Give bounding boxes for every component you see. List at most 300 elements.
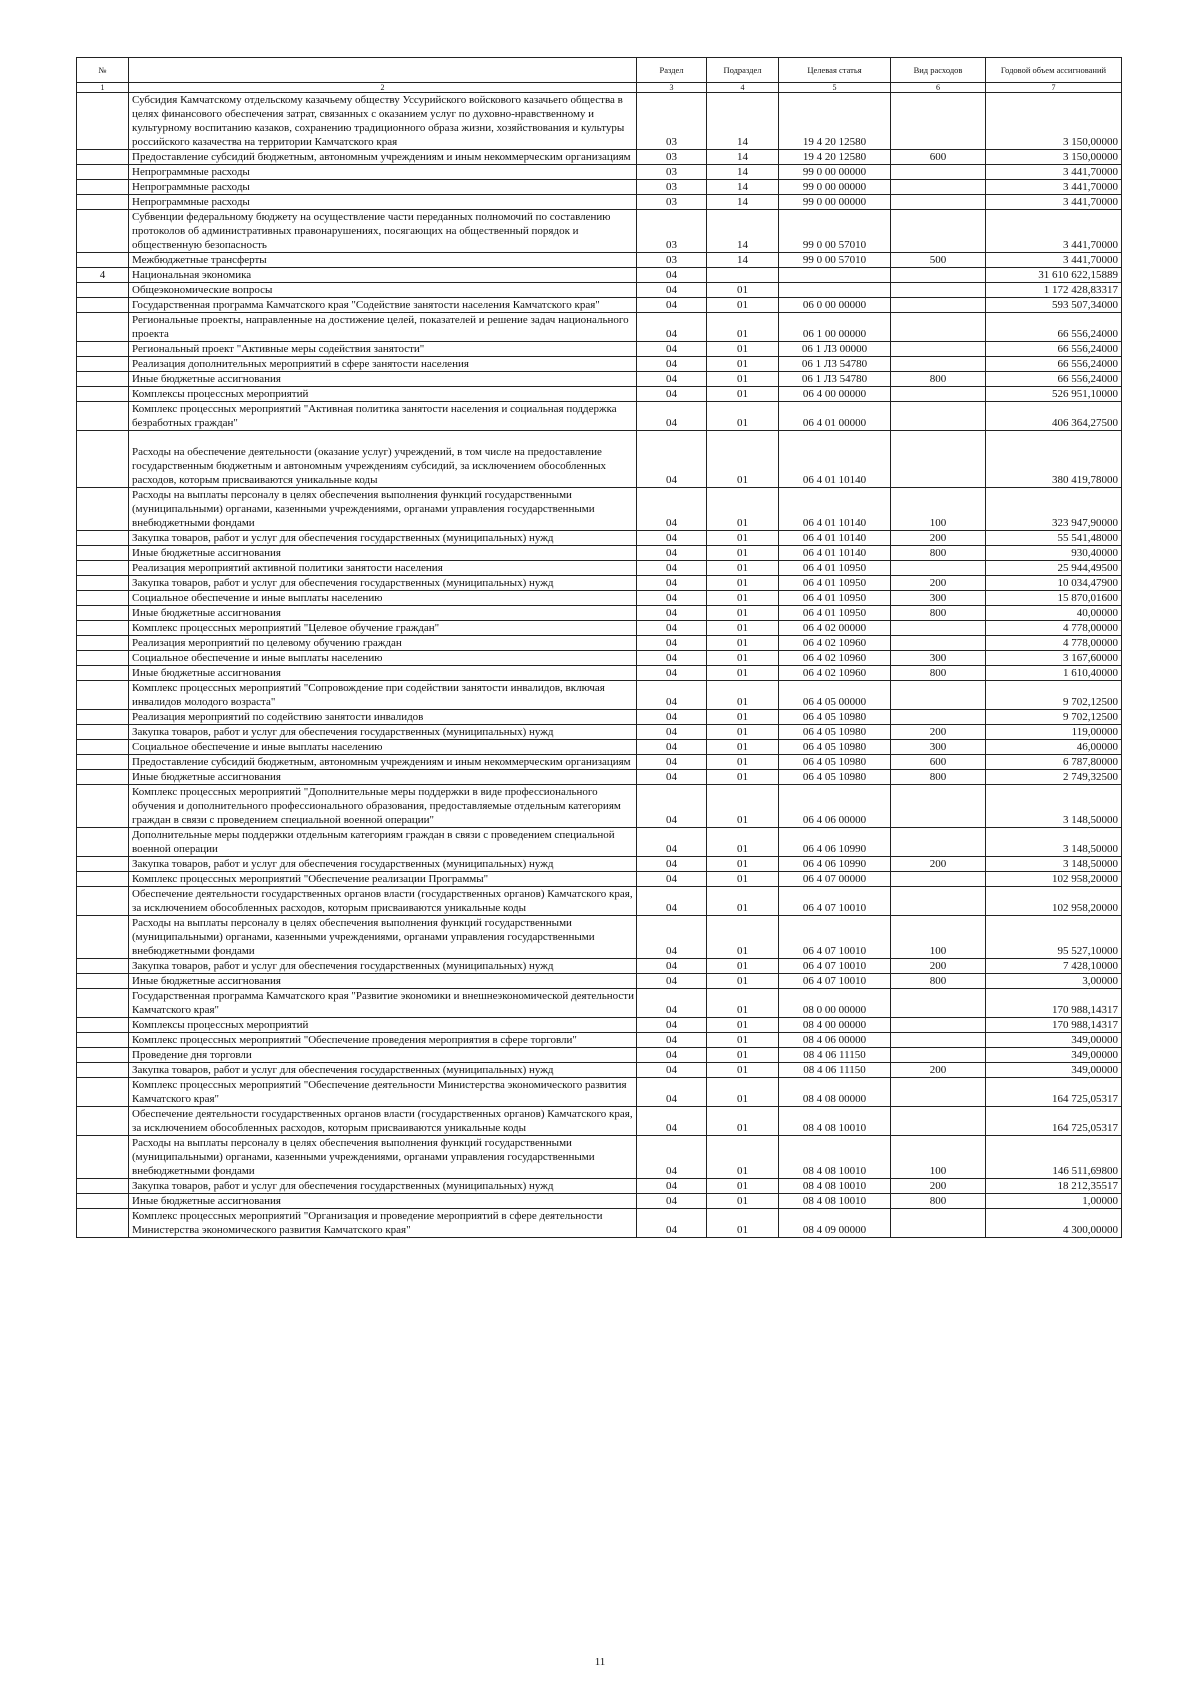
row-podrazdel: 01 — [707, 1018, 779, 1033]
row-summa: 66 556,24000 — [986, 357, 1122, 372]
table-row — [77, 253, 1122, 268]
row-celevaya-statya: 06 4 01 10140 — [779, 531, 891, 546]
row-name: Государственная программа Камчатского края "Развитие экономики и внешнеэкономической деятельности Камчатского края" — [129, 989, 637, 1018]
header-podrazdel: Подраздел — [707, 58, 779, 83]
row-celevaya-statya: 06 4 02 10960 — [779, 651, 891, 666]
table-row — [77, 546, 1122, 561]
row-summa: 3 441,70000 — [986, 253, 1122, 268]
row-celevaya-statya: 08 4 08 10010 — [779, 1107, 891, 1136]
row-razdel: 04 — [637, 857, 707, 872]
row-celevaya-statya: 06 4 05 10980 — [779, 725, 891, 740]
row-celevaya-statya: 08 4 06 00000 — [779, 1033, 891, 1048]
row-podrazdel: 01 — [707, 666, 779, 681]
row-index — [77, 959, 129, 974]
row-summa: 406 364,27500 — [986, 402, 1122, 431]
row-index — [77, 531, 129, 546]
row-vid-rashodov — [891, 195, 986, 210]
row-celevaya-statya: 08 4 08 00000 — [779, 1078, 891, 1107]
row-name: Иные бюджетные ассигнования — [129, 666, 637, 681]
row-vid-rashodov — [891, 93, 986, 150]
row-podrazdel: 01 — [707, 1048, 779, 1063]
row-celevaya-statya: 06 1 00 00000 — [779, 313, 891, 342]
row-summa: 4 778,00000 — [986, 621, 1122, 636]
row-summa: 170 988,14317 — [986, 989, 1122, 1018]
row-index — [77, 561, 129, 576]
row-razdel: 03 — [637, 93, 707, 150]
row-summa: 46,00000 — [986, 740, 1122, 755]
row-summa: 66 556,24000 — [986, 342, 1122, 357]
row-podrazdel: 01 — [707, 1209, 779, 1238]
row-summa: 380 419,78000 — [986, 431, 1122, 488]
row-razdel: 04 — [637, 531, 707, 546]
table-row — [77, 989, 1122, 1018]
row-summa: 7 428,10000 — [986, 959, 1122, 974]
row-podrazdel: 01 — [707, 1194, 779, 1209]
row-razdel: 04 — [637, 755, 707, 770]
row-celevaya-statya: 06 4 02 10960 — [779, 636, 891, 651]
row-name: Иные бюджетные ассигнования — [129, 1194, 637, 1209]
row-name: Межбюджетные трансферты — [129, 253, 637, 268]
row-name: Комплекс процессных мероприятий "Обеспечение реализации Программы" — [129, 872, 637, 887]
row-podrazdel: 01 — [707, 313, 779, 342]
row-razdel: 04 — [637, 576, 707, 591]
row-name: Закупка товаров, работ и услуг для обеспечения государственных (муниципальных) нужд — [129, 1179, 637, 1194]
row-vid-rashodov — [891, 1018, 986, 1033]
row-podrazdel: 01 — [707, 546, 779, 561]
row-celevaya-statya: 19 4 20 12580 — [779, 93, 891, 150]
row-name: Предоставление субсидий бюджетным, автономным учреждениям и иным некоммерческим организациям — [129, 755, 637, 770]
row-celevaya-statya: 08 4 09 00000 — [779, 1209, 891, 1238]
row-vid-rashodov — [891, 1078, 986, 1107]
row-vid-rashodov: 100 — [891, 488, 986, 531]
table-row — [77, 606, 1122, 621]
row-summa: 3 441,70000 — [986, 210, 1122, 253]
table-row — [77, 1194, 1122, 1209]
row-celevaya-statya: 06 1 Л3 54780 — [779, 357, 891, 372]
row-celevaya-statya: 06 4 01 10140 — [779, 488, 891, 531]
row-vid-rashodov: 300 — [891, 591, 986, 606]
row-razdel: 04 — [637, 770, 707, 785]
row-razdel: 04 — [637, 283, 707, 298]
row-name: Субвенции федеральному бюджету на осуществление части переданных полномочий по составлению протоколов об административных правонарушениях, посягающих на общественный порядок и общественную безопасность — [129, 210, 637, 253]
table-row — [77, 1107, 1122, 1136]
row-podrazdel: 01 — [707, 887, 779, 916]
row-index — [77, 989, 129, 1018]
row-name: Расходы на выплаты персоналу в целях обеспечения выполнения функций государственными (муниципальными) органами, казенными учреждениями, органами управления государственными внебюджетными фондами — [129, 488, 637, 531]
row-celevaya-statya: 06 4 02 00000 — [779, 621, 891, 636]
row-celevaya-statya: 06 4 06 10990 — [779, 828, 891, 857]
row-name: Комплекс процессных мероприятий "Целевое обучение граждан" — [129, 621, 637, 636]
row-name: Закупка товаров, работ и услуг для обеспечения государственных (муниципальных) нужд — [129, 959, 637, 974]
row-name: Обеспечение деятельности государственных органов власти (государственных органов) Камчатского края, за исключением обособленных расходов, которым присваиваются уникальные коды — [129, 1107, 637, 1136]
row-summa: 3 167,60000 — [986, 651, 1122, 666]
row-summa: 526 951,10000 — [986, 387, 1122, 402]
row-vid-rashodov — [891, 313, 986, 342]
row-podrazdel: 01 — [707, 681, 779, 710]
row-summa: 3 441,70000 — [986, 195, 1122, 210]
table-row — [77, 621, 1122, 636]
row-podrazdel: 01 — [707, 431, 779, 488]
table-row — [77, 828, 1122, 857]
row-celevaya-statya: 08 4 06 11150 — [779, 1063, 891, 1078]
table-row — [77, 313, 1122, 342]
row-name: Комплекс процессных мероприятий "Обеспечение проведения мероприятия в сфере торговли" — [129, 1033, 637, 1048]
row-vid-rashodov: 800 — [891, 974, 986, 989]
row-vid-rashodov: 200 — [891, 857, 986, 872]
row-razdel: 04 — [637, 357, 707, 372]
row-name: Комплекс процессных мероприятий "Обеспечение деятельности Министерства экономического развития Камчатского края" — [129, 1078, 637, 1107]
row-name: Региональный проект "Активные меры содействия занятости" — [129, 342, 637, 357]
table-row — [77, 342, 1122, 357]
row-index: 4 — [77, 268, 129, 283]
row-index — [77, 150, 129, 165]
row-podrazdel: 01 — [707, 755, 779, 770]
row-summa: 10 034,47900 — [986, 576, 1122, 591]
row-index — [77, 298, 129, 313]
row-razdel: 04 — [637, 725, 707, 740]
row-name: Субсидия Камчатскому отдельскому казачьему обществу Уссурийского войскового казачьего общества в целях финансового обеспечения затрат, связанных с оказанием услуг по духовно-нравственному и культурному воспитанию казаков, сохранению традиционного образа жизни, хозяйствования и культуры российского казачества на территории Камчатского края — [129, 93, 637, 150]
table-row — [77, 1078, 1122, 1107]
row-razdel: 03 — [637, 165, 707, 180]
row-name: Непрограммные расходы — [129, 180, 637, 195]
row-index — [77, 431, 129, 488]
row-podrazdel: 14 — [707, 93, 779, 150]
row-summa: 349,00000 — [986, 1048, 1122, 1063]
table-row — [77, 591, 1122, 606]
row-index — [77, 1018, 129, 1033]
row-razdel: 03 — [637, 210, 707, 253]
row-summa: 2 749,32500 — [986, 770, 1122, 785]
row-razdel: 04 — [637, 681, 707, 710]
row-index — [77, 1078, 129, 1107]
row-index — [77, 755, 129, 770]
row-name: Социальное обеспечение и иные выплаты населению — [129, 651, 637, 666]
row-vid-rashodov — [891, 357, 986, 372]
header-col-number: 4 — [707, 83, 779, 93]
table-row — [77, 576, 1122, 591]
row-podrazdel: 14 — [707, 180, 779, 195]
row-podrazdel: 01 — [707, 531, 779, 546]
table-row — [77, 1179, 1122, 1194]
row-name: Иные бюджетные ассигнования — [129, 770, 637, 785]
row-vid-rashodov — [891, 298, 986, 313]
row-celevaya-statya: 99 0 00 57010 — [779, 253, 891, 268]
row-vid-rashodov — [891, 1107, 986, 1136]
row-name: Расходы на выплаты персоналу в целях обеспечения выполнения функций государственными (муниципальными) органами, казенными учреждениями, органами управления государственными внебюджетными фондами — [129, 1136, 637, 1179]
row-celevaya-statya: 06 4 07 10010 — [779, 887, 891, 916]
row-celevaya-statya: 99 0 00 57010 — [779, 210, 891, 253]
row-summa: 95 527,10000 — [986, 916, 1122, 959]
row-index — [77, 606, 129, 621]
row-vid-rashodov — [891, 283, 986, 298]
row-razdel: 04 — [637, 591, 707, 606]
row-vid-rashodov: 200 — [891, 576, 986, 591]
row-celevaya-statya: 08 0 00 00000 — [779, 989, 891, 1018]
row-name: Комплексы процессных мероприятий — [129, 387, 637, 402]
row-summa: 15 870,01600 — [986, 591, 1122, 606]
row-name: Иные бюджетные ассигнования — [129, 546, 637, 561]
page-number: 11 — [594, 1656, 606, 1668]
row-podrazdel: 01 — [707, 710, 779, 725]
row-razdel: 04 — [637, 1209, 707, 1238]
row-index — [77, 165, 129, 180]
row-celevaya-statya: 06 1 Л3 00000 — [779, 342, 891, 357]
row-summa: 3 441,70000 — [986, 165, 1122, 180]
row-celevaya-statya: 06 4 05 10980 — [779, 755, 891, 770]
row-celevaya-statya: 08 4 08 10010 — [779, 1136, 891, 1179]
table-row — [77, 887, 1122, 916]
row-razdel: 04 — [637, 606, 707, 621]
table-row — [77, 372, 1122, 387]
row-index — [77, 636, 129, 651]
row-vid-rashodov — [891, 887, 986, 916]
row-index — [77, 1136, 129, 1179]
header-col-number: 6 — [891, 83, 986, 93]
row-razdel: 04 — [637, 666, 707, 681]
row-razdel: 04 — [637, 740, 707, 755]
row-vid-rashodov: 300 — [891, 651, 986, 666]
row-razdel: 03 — [637, 195, 707, 210]
row-razdel: 04 — [637, 959, 707, 974]
row-celevaya-statya: 99 0 00 00000 — [779, 195, 891, 210]
row-podrazdel: 01 — [707, 636, 779, 651]
row-vid-rashodov — [891, 1048, 986, 1063]
row-vid-rashodov — [891, 342, 986, 357]
row-name: Реализация мероприятий активной политики занятости населения — [129, 561, 637, 576]
row-celevaya-statya: 06 4 07 10010 — [779, 959, 891, 974]
table-row — [77, 740, 1122, 755]
row-celevaya-statya: 08 4 00 00000 — [779, 1018, 891, 1033]
table-row — [77, 488, 1122, 531]
header-col-number: 1 — [77, 83, 129, 93]
row-celevaya-statya: 06 4 06 00000 — [779, 785, 891, 828]
row-vid-rashodov — [891, 431, 986, 488]
row-name: Обеспечение деятельности государственных органов власти (государственных органов) Камчатского края, за исключением обособленных расходов, которым присваиваются уникальные коды — [129, 887, 637, 916]
table-row — [77, 561, 1122, 576]
row-celevaya-statya: 06 4 05 10980 — [779, 770, 891, 785]
header-celevaya-statya: Целевая статья — [779, 58, 891, 83]
row-name: Непрограммные расходы — [129, 165, 637, 180]
row-razdel: 04 — [637, 546, 707, 561]
row-summa: 18 212,35517 — [986, 1179, 1122, 1194]
table-row — [77, 283, 1122, 298]
row-podrazdel: 01 — [707, 770, 779, 785]
row-podrazdel: 14 — [707, 253, 779, 268]
table-row — [77, 93, 1122, 150]
row-podrazdel: 01 — [707, 372, 779, 387]
row-vid-rashodov: 100 — [891, 1136, 986, 1179]
row-podrazdel: 01 — [707, 561, 779, 576]
row-vid-rashodov — [891, 268, 986, 283]
row-name: Закупка товаров, работ и услуг для обеспечения государственных (муниципальных) нужд — [129, 857, 637, 872]
row-summa: 170 988,14317 — [986, 1018, 1122, 1033]
table-row — [77, 710, 1122, 725]
row-razdel: 04 — [637, 621, 707, 636]
row-razdel: 04 — [637, 828, 707, 857]
row-name: Социальное обеспечение и иные выплаты населению — [129, 740, 637, 755]
row-celevaya-statya: 06 4 01 10950 — [779, 576, 891, 591]
row-vid-rashodov — [891, 561, 986, 576]
row-summa: 6 787,80000 — [986, 755, 1122, 770]
row-razdel: 04 — [637, 872, 707, 887]
row-celevaya-statya: 08 4 08 10010 — [779, 1194, 891, 1209]
row-summa: 593 507,34000 — [986, 298, 1122, 313]
row-name: Государственная программа Камчатского края "Содействие занятости населения Камчатского края" — [129, 298, 637, 313]
row-podrazdel: 01 — [707, 989, 779, 1018]
header-col-number: 7 — [986, 83, 1122, 93]
row-index — [77, 725, 129, 740]
row-podrazdel: 01 — [707, 1033, 779, 1048]
row-index — [77, 828, 129, 857]
row-podrazdel: 01 — [707, 740, 779, 755]
row-index — [77, 342, 129, 357]
row-index — [77, 666, 129, 681]
row-summa: 164 725,05317 — [986, 1107, 1122, 1136]
row-podrazdel: 01 — [707, 576, 779, 591]
row-summa: 31 610 622,15889 — [986, 268, 1122, 283]
row-celevaya-statya: 06 4 01 10950 — [779, 561, 891, 576]
table-row — [77, 298, 1122, 313]
row-podrazdel: 01 — [707, 283, 779, 298]
row-podrazdel: 01 — [707, 298, 779, 313]
row-index — [77, 195, 129, 210]
row-vid-rashodov: 800 — [891, 546, 986, 561]
row-summa: 349,00000 — [986, 1063, 1122, 1078]
row-vid-rashodov: 800 — [891, 372, 986, 387]
table-row — [77, 725, 1122, 740]
row-index — [77, 887, 129, 916]
row-summa: 102 958,20000 — [986, 887, 1122, 916]
row-summa: 349,00000 — [986, 1033, 1122, 1048]
row-celevaya-statya: 06 4 05 10980 — [779, 710, 891, 725]
row-index — [77, 1194, 129, 1209]
row-index — [77, 872, 129, 887]
row-razdel: 04 — [637, 887, 707, 916]
row-index — [77, 488, 129, 531]
header-name — [129, 58, 637, 83]
table-row — [77, 268, 1122, 283]
table-row — [77, 857, 1122, 872]
table-row — [77, 531, 1122, 546]
row-razdel: 03 — [637, 180, 707, 195]
row-celevaya-statya: 06 4 01 10140 — [779, 431, 891, 488]
row-celevaya-statya: 08 4 06 11150 — [779, 1048, 891, 1063]
row-index — [77, 1048, 129, 1063]
row-vid-rashodov: 200 — [891, 1063, 986, 1078]
row-vid-rashodov — [891, 387, 986, 402]
table-row — [77, 636, 1122, 651]
row-name: Дополнительные меры поддержки отдельным категориям граждан в связи с проведением специальной военной операции — [129, 828, 637, 857]
row-razdel: 04 — [637, 561, 707, 576]
row-summa: 3 441,70000 — [986, 180, 1122, 195]
table-row — [77, 1136, 1122, 1179]
row-vid-rashodov: 200 — [891, 725, 986, 740]
row-name: Общеэкономические вопросы — [129, 283, 637, 298]
row-podrazdel: 14 — [707, 210, 779, 253]
row-name: Предоставление субсидий бюджетным, автономным учреждениям и иным некоммерческим организациям — [129, 150, 637, 165]
row-razdel: 04 — [637, 1063, 707, 1078]
row-vid-rashodov — [891, 1209, 986, 1238]
row-razdel: 04 — [637, 1018, 707, 1033]
row-razdel: 04 — [637, 298, 707, 313]
row-vid-rashodov: 200 — [891, 1179, 986, 1194]
row-razdel: 04 — [637, 989, 707, 1018]
budget-table — [76, 57, 1122, 1238]
row-podrazdel: 01 — [707, 1179, 779, 1194]
row-name: Проведение дня торговли — [129, 1048, 637, 1063]
row-razdel: 04 — [637, 1136, 707, 1179]
row-vid-rashodov — [891, 710, 986, 725]
row-summa: 25 944,49500 — [986, 561, 1122, 576]
row-podrazdel: 01 — [707, 1136, 779, 1179]
row-index — [77, 253, 129, 268]
table-row — [77, 1048, 1122, 1063]
row-index — [77, 1209, 129, 1238]
row-celevaya-statya: 06 4 07 10010 — [779, 916, 891, 959]
row-podrazdel: 14 — [707, 150, 779, 165]
table-row — [77, 431, 1122, 488]
row-index — [77, 785, 129, 828]
row-name: Социальное обеспечение и иные выплаты населению — [129, 591, 637, 606]
row-index — [77, 546, 129, 561]
table-row — [77, 974, 1122, 989]
row-podrazdel: 01 — [707, 402, 779, 431]
row-name: Закупка товаров, работ и услуг для обеспечения государственных (муниципальных) нужд — [129, 531, 637, 546]
row-celevaya-statya: 99 0 00 00000 — [779, 180, 891, 195]
row-vid-rashodov — [891, 180, 986, 195]
row-summa: 3 150,00000 — [986, 93, 1122, 150]
row-summa: 66 556,24000 — [986, 372, 1122, 387]
row-index — [77, 770, 129, 785]
row-summa: 3 148,50000 — [986, 828, 1122, 857]
budget-table-sheet — [76, 57, 1121, 1238]
row-celevaya-statya: 06 4 01 00000 — [779, 402, 891, 431]
row-index — [77, 1179, 129, 1194]
row-celevaya-statya: 06 4 05 10980 — [779, 740, 891, 755]
table-row — [77, 357, 1122, 372]
row-celevaya-statya: 06 0 00 00000 — [779, 298, 891, 313]
row-name: Комплекс процессных мероприятий "Дополнительные меры поддержки в виде профессионального обучения и дополнительного профессионального образования, предоставляемые отдельным категориям граждан в связи с проведением специальной военной операции" — [129, 785, 637, 828]
row-vid-rashodov: 800 — [891, 666, 986, 681]
table-row — [77, 1063, 1122, 1078]
row-name: Реализация мероприятий по содействию занятости инвалидов — [129, 710, 637, 725]
row-name: Расходы на обеспечение деятельности (оказание услуг) учреждений, в том числе на предоставление государственным бюджетным и автономным учреждениям субсидий, за исключением обособленных расходов, которым присваиваются уникальные коды — [129, 431, 637, 488]
row-podrazdel: 01 — [707, 725, 779, 740]
row-vid-rashodov — [891, 785, 986, 828]
row-razdel: 04 — [637, 974, 707, 989]
row-vid-rashodov — [891, 636, 986, 651]
row-podrazdel: 01 — [707, 591, 779, 606]
row-razdel: 04 — [637, 342, 707, 357]
row-celevaya-statya: 06 4 07 10010 — [779, 974, 891, 989]
row-podrazdel: 01 — [707, 857, 779, 872]
row-podrazdel: 14 — [707, 165, 779, 180]
row-razdel: 04 — [637, 651, 707, 666]
row-index — [77, 1033, 129, 1048]
row-index — [77, 710, 129, 725]
row-podrazdel — [707, 268, 779, 283]
row-name: Реализация дополнительных мероприятий в сфере занятости населения — [129, 357, 637, 372]
row-razdel: 04 — [637, 1107, 707, 1136]
row-razdel: 04 — [637, 1179, 707, 1194]
header-num: № — [77, 58, 129, 83]
row-vid-rashodov — [891, 621, 986, 636]
header-col-number: 2 — [129, 83, 637, 93]
row-podrazdel: 01 — [707, 1107, 779, 1136]
row-vid-rashodov: 200 — [891, 959, 986, 974]
row-podrazdel: 01 — [707, 488, 779, 531]
row-celevaya-statya: 08 4 08 10010 — [779, 1179, 891, 1194]
